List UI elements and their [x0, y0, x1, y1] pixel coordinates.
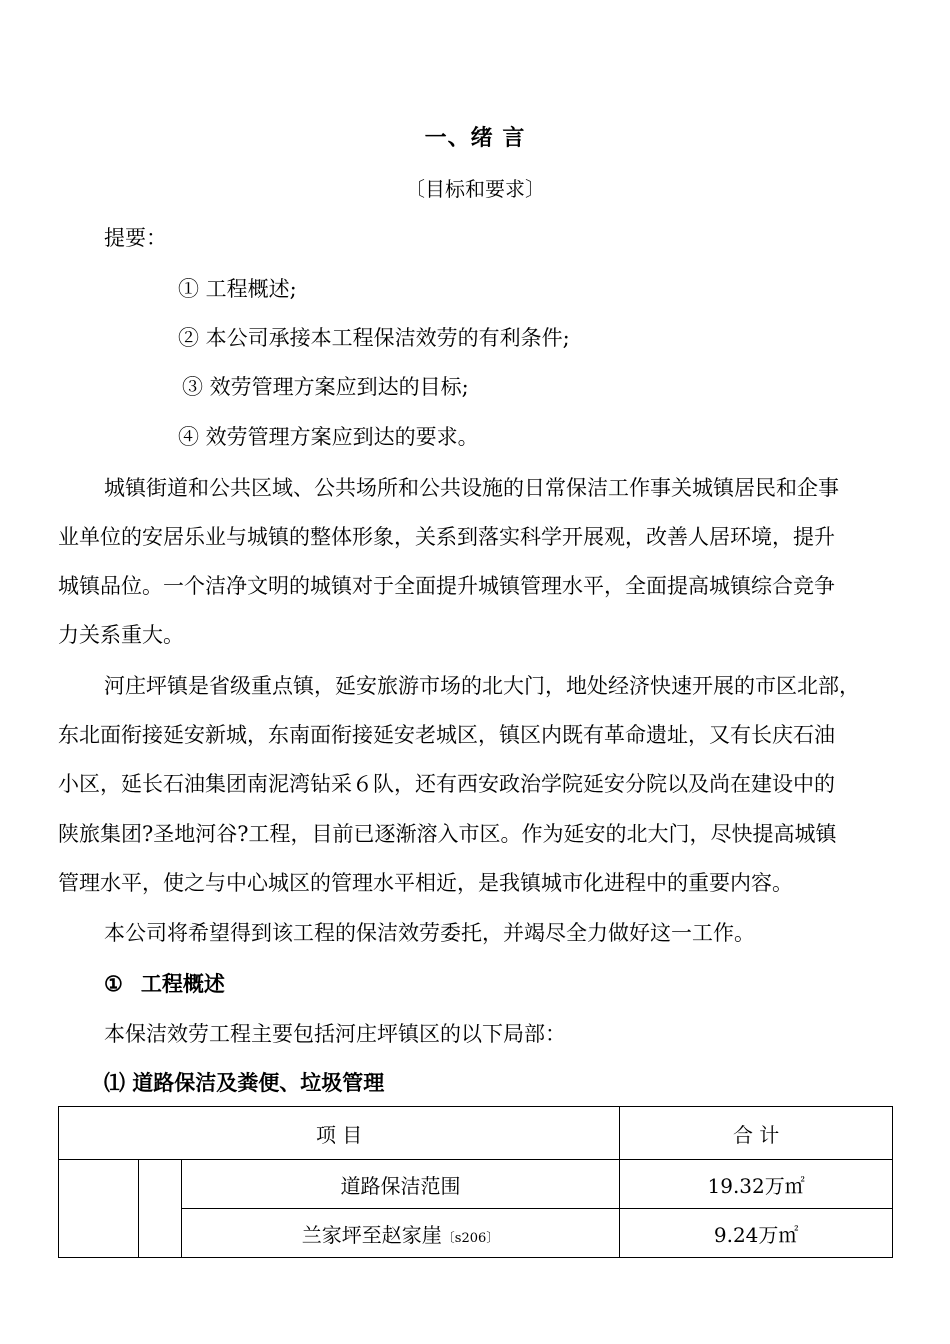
table-row-name: 兰家坪至赵家崖 — [301, 1222, 442, 1247]
paragraph-1-line-4: 力关系重大。 — [58, 623, 184, 647]
document-title: 一、绪 言 — [424, 125, 526, 151]
paragraph-2-line-5: 管理水平，使之与中心城区的管理水平相近，是我镇城市化进程中的重要内容。 — [58, 871, 793, 895]
table-row-value: 19.32万㎡ — [620, 1160, 893, 1209]
table-row-name: 道路保洁范围 — [181, 1160, 619, 1209]
paragraph-3: 本公司将希望得到该工程的保洁效劳委托，并竭尽全力做好这一工作。 — [104, 921, 755, 945]
summary-item-2: ② 本公司承接本工程保洁效劳的有利条件; — [178, 326, 570, 350]
table-header-total: 合 计 — [620, 1107, 893, 1160]
section-1-heading — [104, 972, 225, 996]
section-1-title: 工程概述 — [140, 971, 225, 996]
table-row-name-cell — [181, 1209, 619, 1258]
paragraph-2-line-4: 陕旅集团?圣地河谷?工程，目前已逐渐溶入市区。作为延安的北大门，尽快提高城镇 — [58, 822, 837, 846]
table-empty-cell — [138, 1160, 181, 1258]
summary-item-3: ③ 效劳管理方案应到达的目标; — [182, 375, 469, 399]
section-1-number: ① — [104, 971, 123, 996]
document-subtitle: 〔目标和要求〕 — [405, 177, 545, 201]
section-1-subheading: ⑴ 道路保洁及粪便、垃圾管理 — [104, 1070, 385, 1095]
summary-label: 提要： — [104, 226, 167, 250]
table-row-note: 〔s206〕 — [441, 1230, 500, 1246]
table-empty-cell — [59, 1160, 139, 1258]
paragraph-1-line-2: 业单位的安居乐业与城镇的整体形象，关系到落实科学开展观，改善人居环境，提升 — [58, 525, 835, 549]
paragraph-2-line-3: 小区，延长石油集团南泥湾钻采６队，还有西安政治学院延安分院以及尚在建设中的 — [58, 772, 835, 796]
table-row — [59, 1209, 893, 1258]
paragraph-2-line-2: 东北面衔接延安新城，东南面衔接延安老城区，镇区内既有革命遗址，又有长庆石油 — [58, 723, 835, 747]
table-row-value: 9.24万㎡ — [620, 1209, 893, 1258]
table-header-row — [59, 1107, 893, 1160]
road-cleaning-table — [58, 1106, 893, 1258]
paragraph-2-line-1: 河庄坪镇是省级重点镇，延安旅游市场的北大门，地处经济快速开展的市区北部， — [104, 674, 860, 698]
paragraph-1-line-3: 城镇品位。一个洁净文明的城镇对于全面提升城镇管理水平，全面提高城镇综合竞争 — [58, 574, 835, 598]
paragraph-1-line-1: 城镇街道和公共区域、公共场所和公共设施的日常保洁工作事关城镇居民和企事 — [104, 476, 839, 500]
summary-item-4: ④ 效劳管理方案应到达的要求。 — [178, 425, 479, 449]
table-row — [59, 1160, 893, 1209]
summary-item-1: ① 工程概述; — [178, 277, 297, 301]
table-header-item: 项 目 — [59, 1107, 620, 1160]
section-1-intro: 本保洁效劳工程主要包括河庄坪镇区的以下局部： — [104, 1022, 566, 1046]
